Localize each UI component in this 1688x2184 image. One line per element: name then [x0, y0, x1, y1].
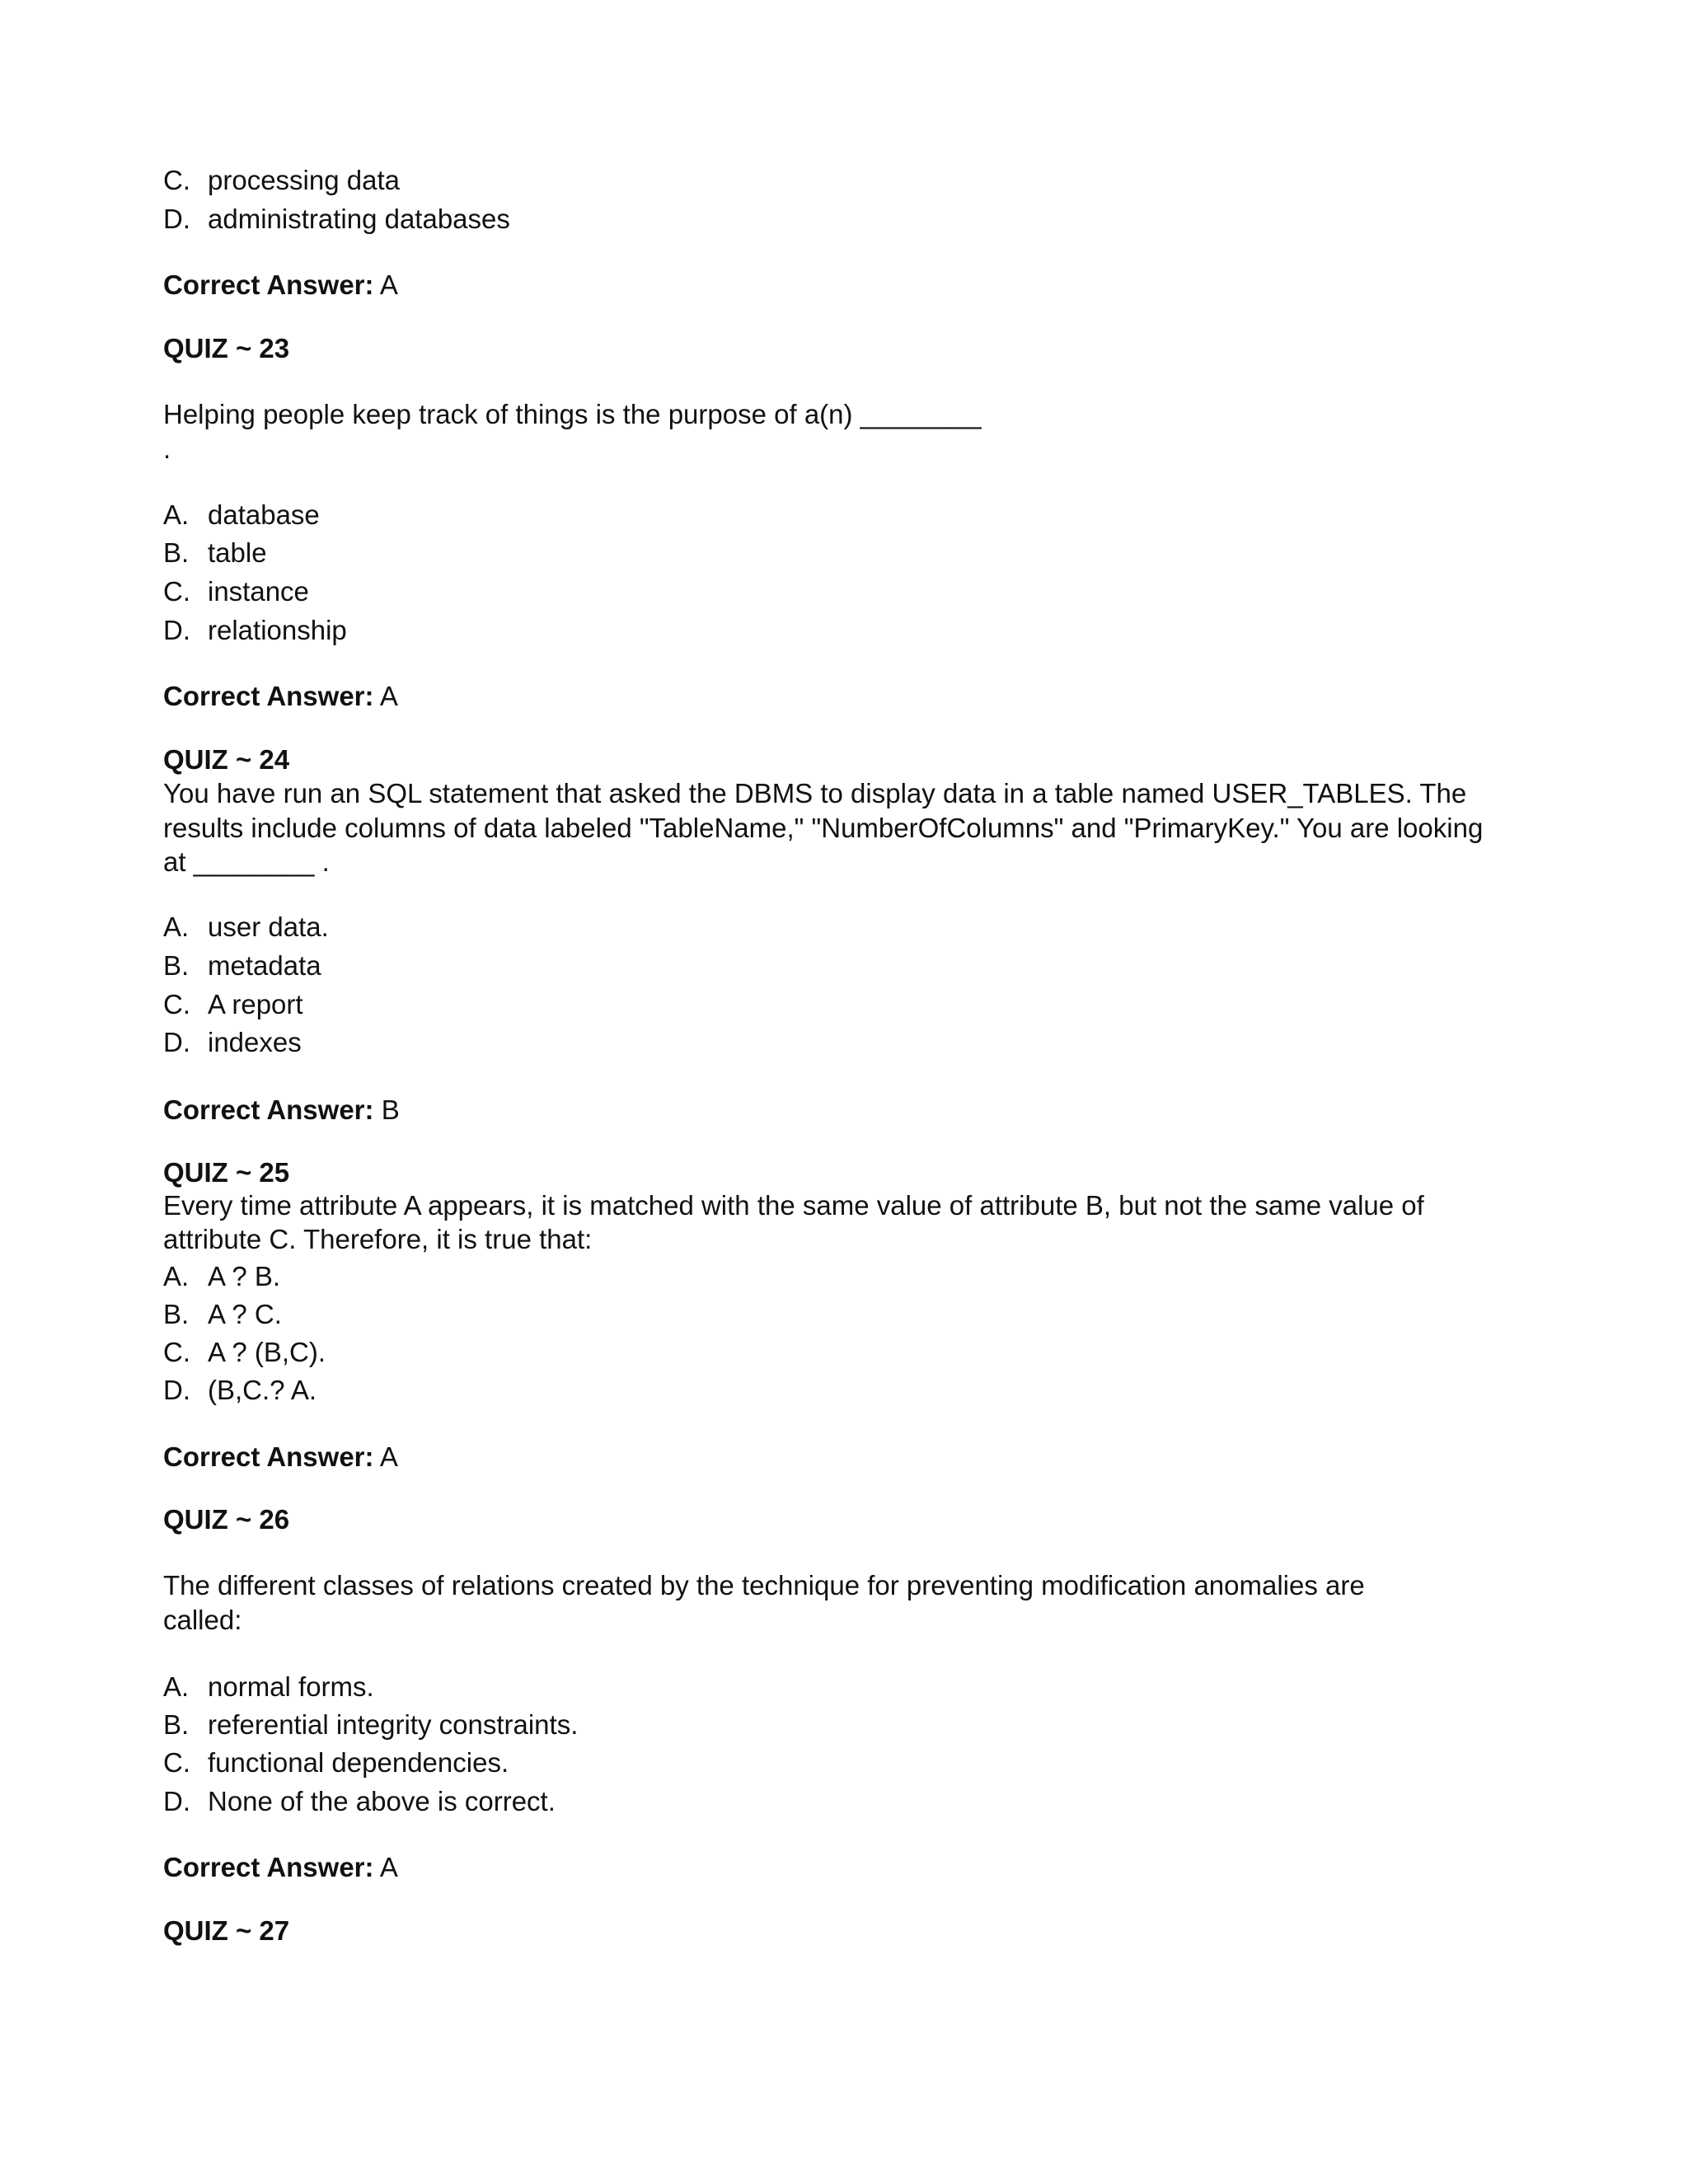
quiz-heading: QUIZ ~ 23 [163, 333, 290, 363]
correct-answer-value: A [379, 1852, 398, 1882]
option-text: (B,C.? A. [208, 1375, 317, 1405]
option-letter: B. [163, 1299, 190, 1329]
quiz-heading: QUIZ ~ 26 [163, 1504, 290, 1535]
option-d [163, 1788, 556, 1815]
question-text-line: attribute C. Therefore, it is true that: [163, 1224, 593, 1254]
question-text-line: . [163, 434, 171, 464]
option-c [163, 991, 303, 1018]
quiz-heading: QUIZ ~ 24 [163, 744, 290, 775]
option-text: metadata [208, 950, 321, 981]
correct-answer-value: B [381, 1094, 400, 1125]
option-text: processing data [208, 165, 400, 195]
quiz-heading: QUIZ ~ 25 [163, 1157, 290, 1188]
option-letter: B. [163, 1709, 190, 1740]
option-text: functional dependencies. [208, 1747, 509, 1778]
option-a [163, 501, 320, 528]
option-b [163, 539, 267, 566]
correct-answer-label: Correct Answer: [163, 1852, 374, 1882]
option-letter: A. [163, 499, 190, 530]
option-text: A report [208, 989, 303, 1019]
option-letter: D. [163, 1027, 190, 1057]
correct-answer [163, 271, 398, 298]
correct-answer-label: Correct Answer: [163, 681, 374, 711]
option-c [163, 578, 309, 605]
question-text-line: at ________ . [163, 846, 330, 877]
question-text-line: You have run an SQL statement that asked the DBMS to display data in a table named USER_TABLES. The [163, 778, 1467, 808]
option-letter: C. [163, 576, 190, 607]
option-letter: C. [163, 989, 190, 1019]
correct-answer [163, 1096, 400, 1123]
option-a [163, 1263, 280, 1290]
option-b [163, 1301, 282, 1328]
option-letter: A. [163, 912, 190, 942]
option-letter: B. [163, 950, 190, 981]
correct-answer-value: A [379, 1441, 398, 1472]
option-c [163, 1749, 509, 1776]
option-letter: D. [163, 1375, 190, 1405]
option-letter: D. [163, 1786, 190, 1816]
option-text: table [208, 537, 267, 568]
question-text-line: results include columns of data labeled "TableName," "NumberOfColumns" and "PrimaryKey." You are looking [163, 813, 1484, 843]
option-text: referential integrity constraints. [208, 1709, 579, 1740]
option-text: relationship [208, 615, 347, 645]
correct-answer-label: Correct Answer: [163, 1094, 374, 1125]
option-c [163, 1338, 326, 1366]
option-text: user data. [208, 912, 329, 942]
correct-answer [163, 1854, 398, 1881]
question-text-line: Helping people keep track of things is the purpose of a(n) ________ [163, 399, 982, 429]
option-text: indexes [208, 1027, 302, 1057]
correct-answer-value: A [379, 269, 398, 300]
option-text: A ? (B,C). [208, 1337, 326, 1367]
option-d [163, 205, 510, 232]
option-letter: C. [163, 1337, 190, 1367]
option-a [163, 1673, 374, 1700]
quiz-heading: QUIZ ~ 27 [163, 1915, 290, 1946]
option-letter: A. [163, 1261, 190, 1291]
option-text: None of the above is correct. [208, 1786, 556, 1816]
option-letter: D. [163, 615, 190, 645]
option-c [163, 166, 400, 194]
option-d [163, 1029, 302, 1056]
correct-answer [163, 682, 398, 710]
option-text: instance [208, 576, 309, 607]
option-letter: C. [163, 165, 190, 195]
option-text: A ? C. [208, 1299, 282, 1329]
option-a [163, 913, 329, 940]
option-text: A ? B. [208, 1261, 281, 1291]
correct-answer-label: Correct Answer: [163, 1441, 374, 1472]
question-text-line: called: [163, 1605, 242, 1635]
option-letter: C. [163, 1747, 190, 1778]
question-text-line: Every time attribute A appears, it is matched with the same value of attribute B, but not the same value of [163, 1190, 1424, 1221]
option-text: database [208, 499, 320, 530]
option-text: administrating databases [208, 204, 510, 234]
option-d [163, 1376, 316, 1404]
option-letter: B. [163, 537, 190, 568]
option-b [163, 1711, 578, 1738]
option-b [163, 952, 321, 979]
correct-answer-value: A [379, 681, 398, 711]
option-text: normal forms. [208, 1671, 374, 1702]
question-text-line: The different classes of relations created by the technique for preventing modification anomalies are [163, 1570, 1365, 1601]
option-letter: A. [163, 1671, 190, 1702]
correct-answer-label: Correct Answer: [163, 269, 374, 300]
option-d [163, 616, 347, 644]
correct-answer [163, 1443, 398, 1470]
option-letter: D. [163, 204, 190, 234]
